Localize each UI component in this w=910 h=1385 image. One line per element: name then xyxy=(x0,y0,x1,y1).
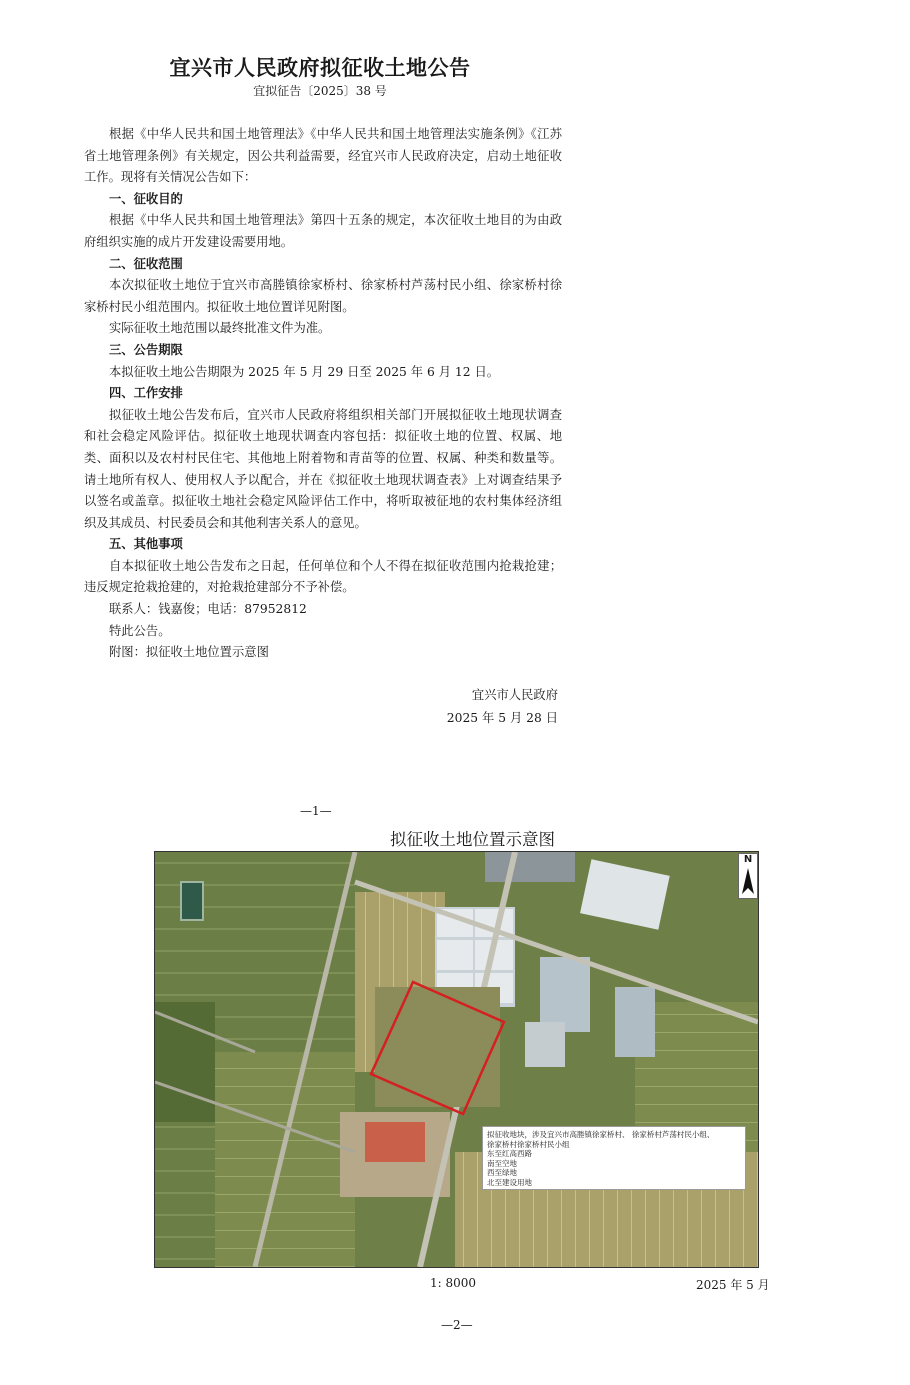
contact-line: 联系人：钱嘉俊；电话：87952812 xyxy=(109,602,307,617)
notice-body xyxy=(84,124,562,664)
section-1-heading: 一、征收目的 xyxy=(109,191,183,206)
section-5-heading: 五、其他事项 xyxy=(109,537,183,552)
map-scale: 1: 8000 xyxy=(430,1276,477,1290)
page-number-1: —1— xyxy=(300,804,332,818)
signature-date: 2025 年 5 月 28 日 xyxy=(446,711,558,725)
document-number: 宜拟征告〔2025〕38 号 xyxy=(253,84,387,98)
map-title: 拟征收土地位置示意图 xyxy=(390,830,555,849)
legend-line-2: 徐家桥村徐家桥村民小组 xyxy=(487,1139,570,1149)
legend-east: 东至红高西路 xyxy=(487,1149,532,1159)
notice-title: 宜兴市人民政府拟征收土地公告 xyxy=(169,55,471,80)
satellite-image xyxy=(155,852,758,1267)
section-5-text: 自本拟征收土地公告发布之日起，任何单位和个人不得在拟征收范围内抢栽抢建；违反规定抢栽抢建的，对抢栽抢建部分不予补偿。 xyxy=(84,558,562,595)
north-arrow-icon xyxy=(739,866,757,896)
legend-line-1: 拟征收地块，涉及宜兴市高塍镇徐家桥村、 徐家桥村芦荡村民小组、 xyxy=(487,1130,715,1139)
section-4-text: 拟征收土地公告发布后，宜兴市人民政府将组织相关部门开展拟征收土地现状调查和社会稳定风险评估。拟征收土地现状调查内容包括：拟征收土地的位置、权属、地类、面积以及农村村民住宅、其他地上附着物和青苗等的位置、权属、种类和数量等。请土地所有权人、使用权人予以配合，并在《拟征收土地现状调查表》上对调查结果予以签名或盖章。拟征收土地社会稳定风险评估工作中，将听取被征地的农村集体经济组织及其成员、村民委员会和其他利害关系人的意见。 xyxy=(84,407,562,530)
section-2-note: 实际征收土地范围以最终批准文件为准。 xyxy=(109,321,331,336)
signature-org: 宜兴市人民政府 xyxy=(471,688,558,702)
legend-west: 西至绿地 xyxy=(487,1168,517,1178)
legend-south: 南至空地 xyxy=(487,1158,517,1168)
north-arrow xyxy=(738,853,758,899)
section-2-heading: 二、征收范围 xyxy=(109,256,183,271)
legend-north: 北至建设用地 xyxy=(487,1177,532,1187)
closing-line: 特此公告。 xyxy=(109,623,171,638)
attachment-line: 附图：拟征收土地位置示意图 xyxy=(109,645,269,660)
section-2-text: 本次拟征收土地位于宜兴市高塍镇徐家桥村、徐家桥村芦荡村民小组、徐家桥村徐家桥村民小组范围内。拟征收土地位置详见附图。 xyxy=(84,278,562,314)
section-3-text: 本拟征收土地公告期限为 2025 年 5 月 29 日至 2025 年 6 月 12 日。 xyxy=(109,364,500,379)
section-3-heading: 三、公告期限 xyxy=(109,342,183,357)
map-legend xyxy=(482,1126,746,1190)
intro-paragraph: 根据《中华人民共和国土地管理法》《中华人民共和国土地管理法实施条例》《江苏省土地管理条例》有关规定，因公共利益需要，经宜兴市人民政府决定，启动土地征收工作。现将有关情况公告如下： xyxy=(84,127,562,185)
section-1-text: 根据《中华人民共和国土地管理法》第四十五条的规定，本次征收土地目的为由政府组织实施的成片开发建设需要用地。 xyxy=(84,213,562,249)
north-label: N xyxy=(743,854,753,865)
section-4-heading: 四、工作安排 xyxy=(109,386,183,401)
page-number-2: —2— xyxy=(441,1318,473,1332)
location-map xyxy=(154,851,759,1268)
map-date: 2025 年 5 月 xyxy=(696,1278,770,1292)
